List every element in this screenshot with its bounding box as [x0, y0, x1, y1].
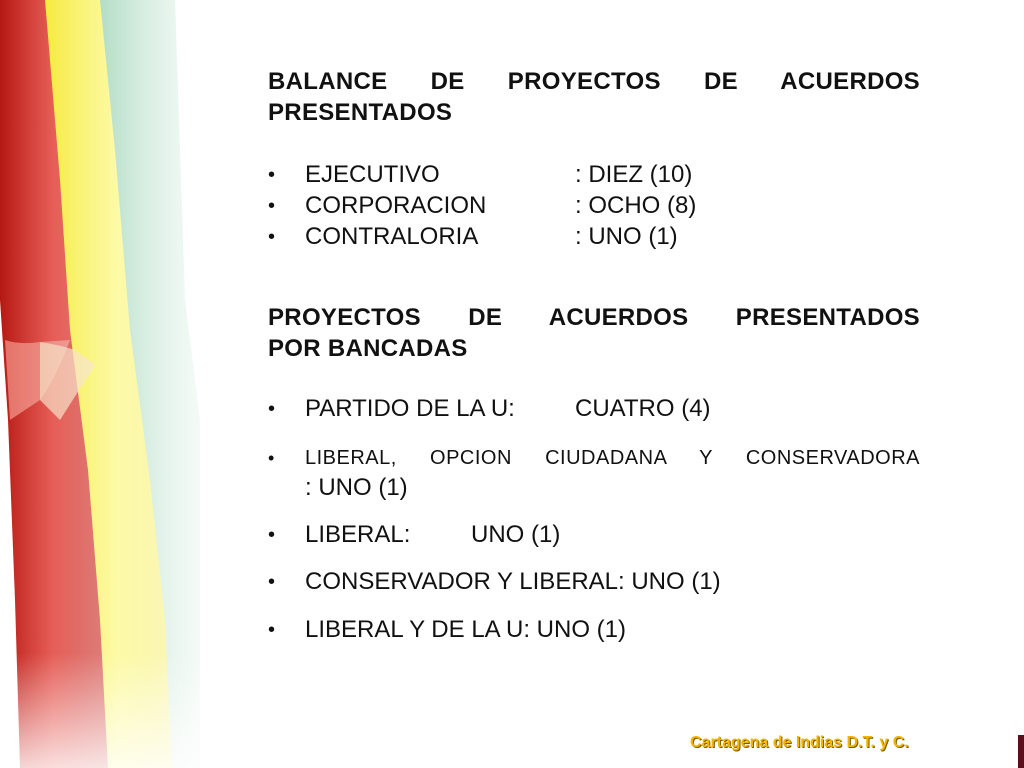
item-value: CUATRO (4)	[575, 395, 711, 422]
bullet-icon: •	[268, 619, 276, 641]
bullet-icon: •	[268, 195, 276, 217]
bullet-icon: •	[268, 524, 276, 546]
item-value: : UNO (1)	[305, 474, 408, 501]
corner-decoration	[1018, 735, 1024, 768]
item-value: : DIEZ (10)	[575, 161, 693, 188]
footer-city-label: Cartagena de Indias D.T. y C.	[690, 734, 909, 751]
bullet-icon: •	[268, 226, 276, 248]
item-value: : OCHO (8)	[575, 192, 697, 219]
bullet-icon: •	[268, 164, 276, 186]
balance-heading-line2: PRESENTADOS	[268, 99, 453, 126]
bullet-icon: •	[268, 398, 276, 420]
list-item-liberal-opcion-conservadora	[268, 444, 920, 504]
balance-heading-line1: BALANCE DE PROYECTOS DE ACUERDOS	[268, 68, 920, 95]
item-label: CONTRALORIA	[305, 223, 479, 250]
bancadas-heading-line1: PROYECTOS DE ACUERDOS PRESENTADOS	[268, 304, 920, 331]
decorative-flag-ribbon	[0, 0, 210, 768]
item-label: EJECUTIVO	[305, 161, 440, 188]
balance-heading	[268, 66, 920, 128]
item-value: UNO (1)	[471, 521, 561, 548]
item-text: CONSERVADOR Y LIBERAL: UNO (1)	[305, 568, 721, 595]
item-label: LIBERAL:	[305, 521, 411, 548]
item-label: CORPORACION	[305, 192, 487, 219]
bullet-icon: •	[268, 571, 276, 593]
bullet-icon: •	[268, 448, 275, 468]
item-text: LIBERAL, OPCION CIUDADANA Y CONSERVADORA	[305, 447, 920, 469]
item-label: PARTIDO DE LA U:	[305, 395, 515, 422]
item-value: : UNO (1)	[575, 223, 678, 250]
item-text: LIBERAL Y DE LA U: UNO (1)	[305, 616, 627, 643]
bancadas-heading	[268, 302, 920, 364]
bancadas-heading-line2: POR BANCADAS	[268, 335, 468, 362]
